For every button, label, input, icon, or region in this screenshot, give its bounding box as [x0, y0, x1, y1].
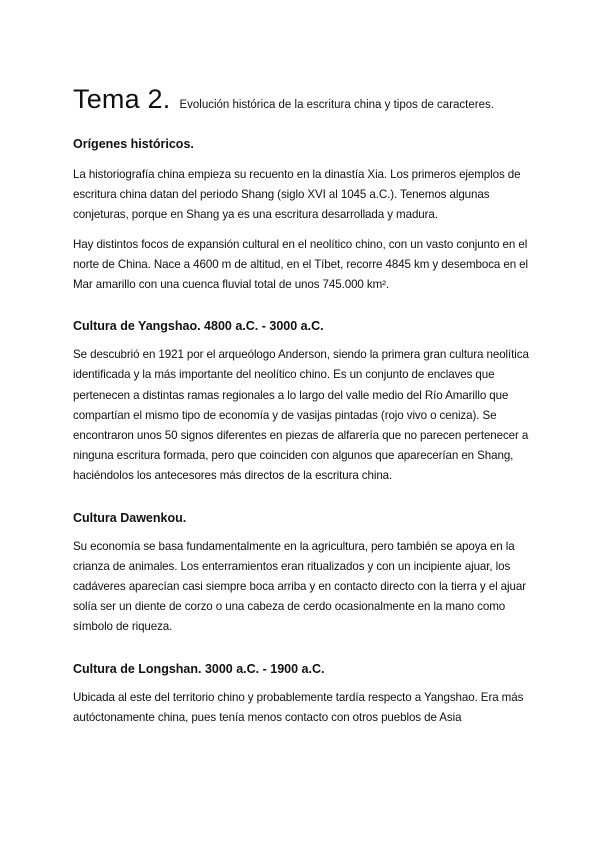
paragraph-longshan: Ubicada al este del territorio chino y probablemente tardía respecto a Yangshao. Era más autóctonamente china, pues tenía menos contacto con otros pueblos de Asia [73, 690, 524, 724]
heading-dawenkou: Cultura Dawenkou. [73, 510, 187, 525]
title-subtitle: Evolución histórica de la escritura china y tipos de caracteres. [179, 99, 494, 111]
heading-origins: Orígenes históricos. [73, 137, 194, 151]
paragraph-origins-2: Hay distintos focos de expansión cultural en el neolítico chino, con un vasto conjunto en el norte de China. Nace a 4600 m de altitud, en el Tíbet, recorre 4845 km y desemboca en el Mar amarillo con una cuenca fluvial total de unos 745.000 km². [73, 237, 529, 292]
title-number: Tema 2. [73, 84, 171, 114]
paragraph-yangshao: Se descubrió en 1921 por el arqueólogo Anderson, siendo la primera gran cultura neolítica identificada y la más importante del neolítico chino. Es un conjunto de enclaves que pertenecen a distintas ramas regionales a lo largo del valle medio del Río Amarillo que compartían el mismo tipo de economía y de vasijas pintadas (rojo vivo o ceniza). Se encontraron unos 50 signos diferentes en piezas de alfarería que no parecen pertenecer a ninguna escritura formada, pero que coinciden con algunos que aparecerían en Shang, haciéndolos los antecesores más directos de la escritura china. [73, 348, 529, 483]
heading-longshan: Cultura de Longshan. 3000 a.C. - 1900 a.C. [73, 661, 325, 676]
heading-yangshao: Cultura de Yangshao. 4800 a.C. - 3000 a.C. [73, 319, 324, 334]
page-title [73, 82, 531, 116]
document-body [73, 82, 531, 728]
paragraph-dawenkou: Su economía se basa fundamentalmente en la agricultura, pero también se apoya en la crianza de animales. Los enterramientos eran ritualizados y con un incipiente ajuar, los cadáveres aparecían casi siempre boca arriba y en contacto directo con la tierra y el ajuar solía ser un diente de corzo o una cabeza de cerdo ocasionalmente en la mano como símbolo de riqueza. [73, 539, 526, 634]
paragraph-origins-1: La historiografía china empieza su recuento en la dinastía Xia. Los primeros ejemplos de escritura china datan del periodo Shang (siglo XVI al 1045 a.C.). Tenemos algunas conjeturas, porque en Shang ya es una escritura desarrollada y madura. [73, 168, 521, 222]
